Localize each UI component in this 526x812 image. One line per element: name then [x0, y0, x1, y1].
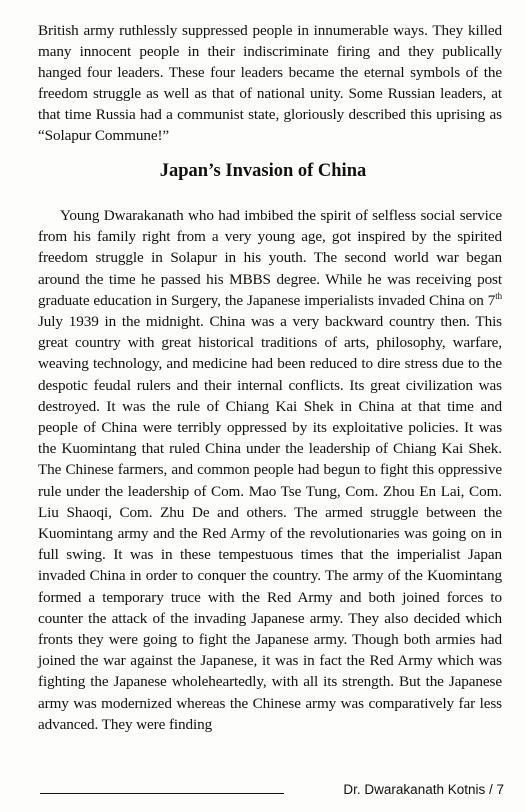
section-heading: Japan’s Invasion of China — [159, 161, 367, 181]
opening-paragraph: British army ruthlessly suppressed people in innumerable ways. They killed many innocent people in their indiscriminate firing and they publically hanged four leaders. These four leaders became the eternal symbols of the freedom struggle as well as that of national unity. Some Russian leaders, at that time Russia had a communist state, gloriously described this uprising as “Solapur Commune!” — [38, 22, 502, 144]
main-paragraph-text-b: July 1939 in the midnight. China was a very backward country then. This great country with great historical traditions of arts, philosophy, warfare, weaving technology, and medicine had been reduced to dire stress due to the despotic feudal rulers and their internal conflicts. Its great civilization was destroyed. It was the rule of Chiang Kai Shek in China at that time and people of China were terribly oppressed by its exploitative policies. It was the Kuomintang that ruled China under the leadership of Chiang Kai Shek. The Chinese farmers, and common people had begun to fight this oppressive rule under the leadership of Com. Mao Tse Tung, Com. Zhou En Lai, Com. Liu Shaoqi, Com. Zhu De and others. The armed struggle between the Kuomintang army and the Red Army of the revolutionaries was going on in full swing. It was in these tempestuous times that the imperialist Japan invaded China in order to conquer the country. The army of the Kuomintang formed a temporary truce with the Red Army and both joined forces to counter the attack of the invading Japanese army. They also decided which fronts they were going to fight the Japanese army. Though both armies had joined the war against the Japanese, it was in fact the Red Army which was fighting the Japanese wholeheartedly, with all its strength. But the Japanese army was modernized whereas the Chinese army was comparatively far less advanced. They were finding — [38, 313, 502, 733]
main-paragraph-text-a: Young Dwarakanath who had imbibed the spirit of selfless social service from his family right from a very young age, got inspired by the spirited freedom struggle in Solapur in his youth. The second world war began around the time he passed his MBBS degree. While he was receiving post graduate education in Surgery, the Japanese imperialists invaded China on 7 — [38, 207, 502, 309]
footer-rule — [40, 793, 284, 794]
ordinal-superscript: th — [495, 290, 502, 301]
main-paragraph — [38, 205, 502, 735]
running-footer: Dr. Dwarakanath Kotnis / 7 — [343, 782, 504, 797]
